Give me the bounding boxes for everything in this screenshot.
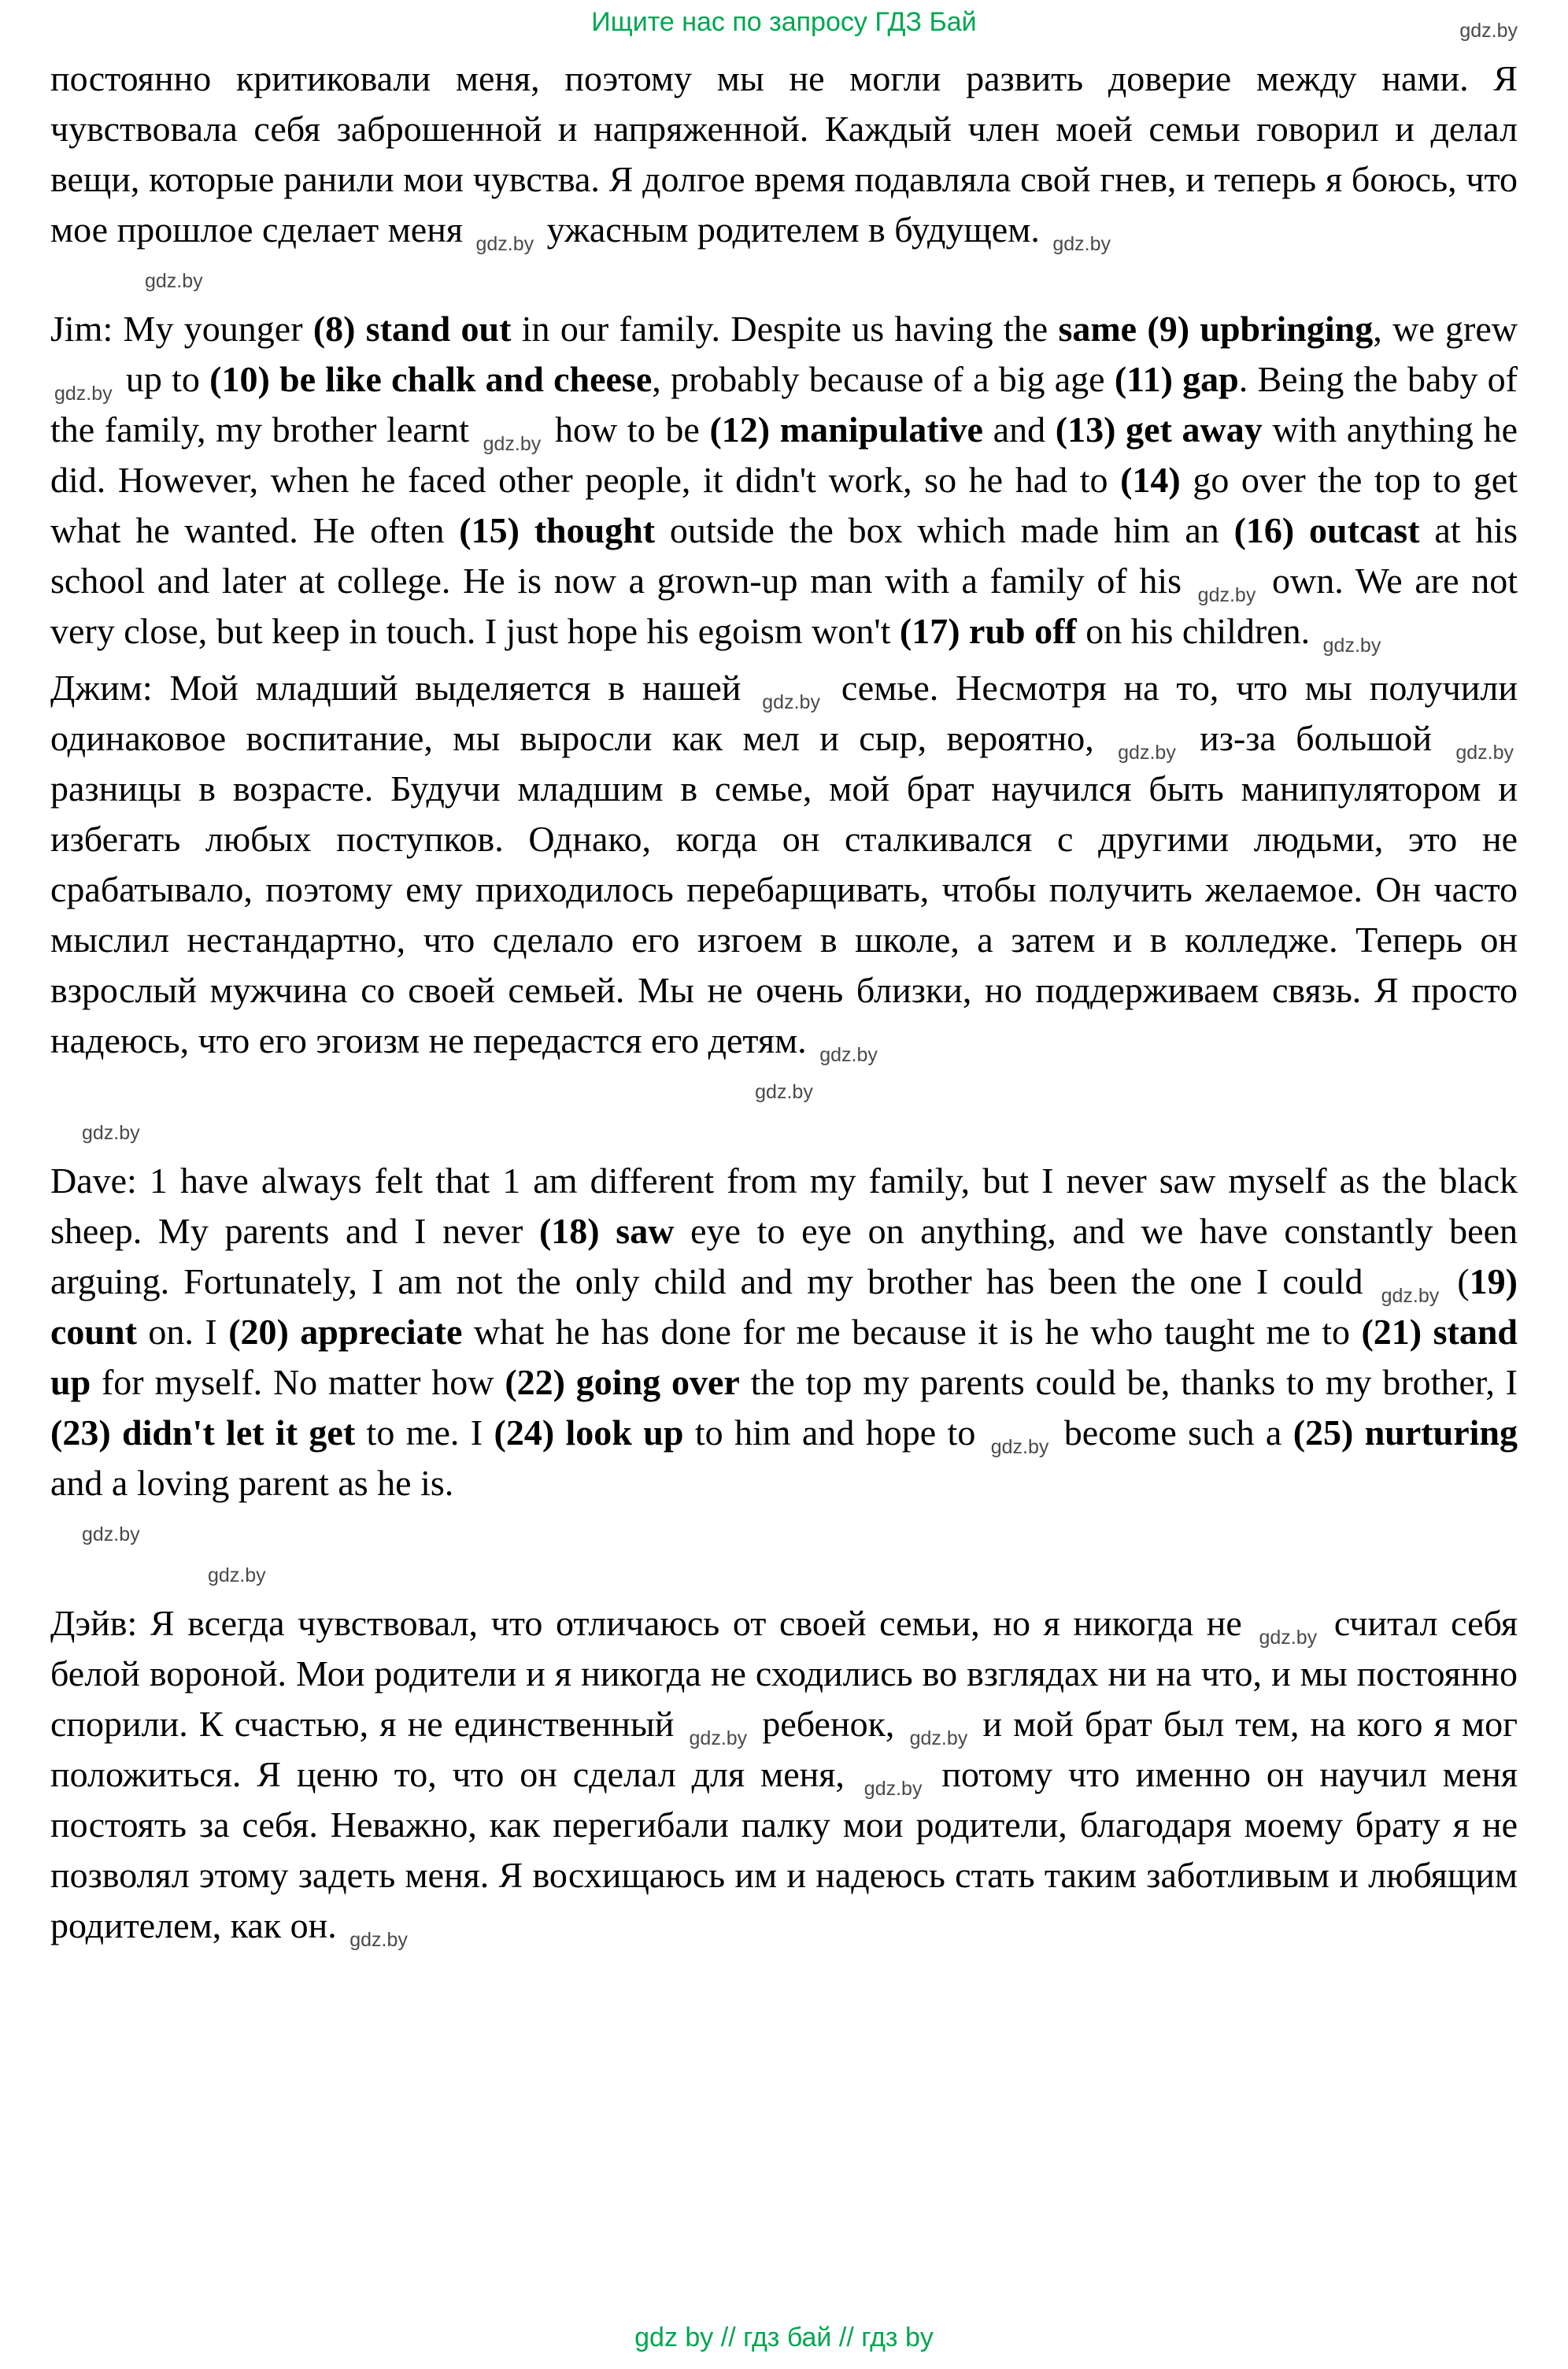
text-run: разницы в возрасте. Будучи младшим в семье, мой брат научился быть манипулятором и избегать любых поступков. Однако, когда он сталкивался с другими людьми, это не срабатывало, поэтому ему приходилось перебарщивать, чтобы получить желаемое. Он часто мыслил нестандартно, что сделало его изгоем в школе, а затем и в колледже. Теперь он взрослый мужчина со своей семьей. Мы не очень близки, но поддерживаем связь. Я просто надеюсь, что его эгоизм не передастся его детям. — [50, 768, 1518, 1060]
answer-bold: (12) manipulative — [709, 409, 983, 450]
text-run: on his children. — [1076, 611, 1319, 651]
text-run: и мой брат был тем, на кого я мог положиться. Я ценю то, что он сделал для меня, — [50, 1704, 1518, 1794]
watermark: gdz.by — [990, 1436, 1049, 1458]
watermark: gdz.by — [208, 1564, 266, 1586]
watermark: gdz.by — [1052, 233, 1111, 255]
watermark: gdz.by — [1197, 584, 1256, 606]
watermark: gdz.by — [475, 233, 534, 255]
para-jim-en — [50, 304, 1518, 657]
para-dave-en — [50, 1156, 1518, 1508]
text-run: outside the box which made him an — [655, 510, 1234, 550]
text-run: постоянно критиковали меня, поэтому мы не могли развить доверие между нами. Я чувствовала себя заброшенной и напряженной. Каждый член моей семьи говорил и делал вещи, которые ранили мои чувства. Я долгое время подавляла свой гнев, и теперь я боюсь, что мое прошлое сделает меня — [50, 58, 1518, 250]
answer-bold: (15) thought — [459, 510, 656, 550]
answer-bold: 19) count — [50, 1261, 1518, 1352]
text-run: in our family. Despite us having the — [511, 309, 1059, 349]
watermark: gdz.by — [1459, 20, 1518, 42]
watermark-line — [50, 1516, 1518, 1546]
answer-bold: (25) nurturing — [1292, 1412, 1518, 1453]
watermark-line — [50, 1074, 1518, 1104]
text-run: eye to eye on anything, and we have constantly been arguing. Fortunately, I am not the only child and my brother has been the one I could — [50, 1211, 1518, 1301]
text-run: из-за большой — [1179, 718, 1452, 758]
text-run: Джим: Мой младший выделяется в нашей — [50, 668, 759, 708]
text-run: ребенок, — [751, 1704, 906, 1744]
watermark: gdz.by — [82, 1122, 140, 1144]
para-dave-ru — [50, 1598, 1518, 1951]
answer-bold: (8) stand out — [312, 309, 512, 349]
answer-bold: (13) get away — [1055, 409, 1263, 450]
text-run: ужасным родителем в будущем. — [538, 209, 1049, 250]
page-header — [50, 5, 1518, 49]
watermark: gdz.by — [82, 1523, 140, 1545]
text-run: Дэйв: Я всегда чувствовал, что отличаюсь от своей семьи, но я никогда не — [50, 1603, 1256, 1643]
answer-bold: (18) saw — [538, 1211, 675, 1251]
watermark: gdz.by — [909, 1727, 968, 1749]
para-jim-ru — [50, 663, 1518, 1066]
text-run: семье. Несмотря на то, что мы получили одинаковое воспитание, мы выросли как мел и сыр, вероятно, — [50, 668, 1518, 758]
answer-bold: (24) look up — [494, 1412, 684, 1453]
text-run: потому что именно он научил меня постоять за себя. Неважно, как перегибали палку мои родители, благодаря моему брату я не позволял этому задеть меня. Я восхищаюсь им и надеюсь стать таким заботливым и любящим родителем, как он. — [50, 1754, 1518, 1945]
watermark: gdz.by — [689, 1727, 748, 1749]
text-run: and a loving parent as he is. — [50, 1463, 454, 1503]
text-run: ( — [1443, 1261, 1470, 1301]
watermark: gdz.by — [762, 691, 820, 713]
text-run: and — [982, 409, 1056, 450]
text-run: Dave: 1 have always felt that 1 am different from my family, but I never saw myself as the black sheep. My parents and I never — [50, 1160, 1518, 1251]
text-run: считал себя белой вороной. Мои родители и я никогда не сходились во взглядах ни на что, и мы постоянно спорили. К счастью, я не единственный — [50, 1603, 1518, 1744]
watermark: gdz.by — [145, 270, 203, 292]
content — [50, 54, 1518, 1957]
answer-bold: same (9) upbringing — [1058, 309, 1374, 349]
answer-bold: (20) appreciate — [228, 1312, 463, 1352]
text-run: to him and hope to — [683, 1412, 987, 1453]
text-run: Jim: My younger — [50, 309, 313, 349]
watermark: gdz.by — [1118, 742, 1176, 764]
watermark: gdz.by — [483, 433, 542, 455]
text-run: own. We are not very close, but keep in touch. I just hope his egoism won't — [50, 561, 1518, 651]
answer-bold: (11) gap — [1114, 359, 1239, 399]
text-run: the top my parents could be, thanks to my brother, I — [739, 1362, 1518, 1402]
watermark: gdz.by — [349, 1929, 408, 1951]
watermark: gdz.by — [755, 1081, 813, 1103]
text-run: . Being the baby of the family, my brother learnt — [50, 359, 1518, 450]
text-run: with anything he did. However, when he faced other people, it didn't work, so he had to — [50, 409, 1518, 500]
watermark-line — [50, 1115, 1518, 1145]
watermark: gdz.by — [54, 383, 113, 405]
watermark: gdz.by — [1259, 1627, 1318, 1649]
text-run: to me. I — [355, 1412, 494, 1453]
watermark-line — [50, 263, 1518, 293]
text-run: what he has done for me because it is he who taught me to — [462, 1312, 1362, 1352]
text-run: become such a — [1052, 1412, 1293, 1453]
promo-text: Ищите нас по запросу ГДЗ Бай — [591, 7, 977, 37]
text-run: how to be — [545, 409, 710, 450]
watermark: gdz.by — [819, 1044, 878, 1066]
text-run: up to — [116, 359, 210, 399]
text-run: for myself. No matter how — [91, 1362, 505, 1402]
answer-bold: (16) outcast — [1233, 510, 1420, 550]
text-run: , we grew — [1373, 309, 1518, 349]
watermark: gdz.by — [1381, 1285, 1440, 1307]
footer-text: gdz by // гдз бай // гдз by — [634, 2323, 934, 2352]
answer-bold: (22) going over — [505, 1362, 740, 1402]
answer-bold: (14) — [1120, 460, 1181, 500]
watermark: gdz.by — [1455, 742, 1514, 764]
answer-bold: (17) rub off — [899, 611, 1077, 651]
text-run: go over the top to get what he wanted. He often — [50, 460, 1518, 550]
watermark-line — [50, 1557, 1518, 1587]
text-run: on. I — [136, 1312, 229, 1352]
watermark: gdz.by — [864, 1778, 923, 1800]
para-intro-ru — [50, 54, 1518, 255]
text-run: at his school and later at college. He is now a grown-up man with a family of his — [50, 510, 1518, 601]
answer-bold: (10) be like chalk and cheese — [209, 359, 653, 399]
answer-bold: (23) didn't let it get — [50, 1412, 356, 1453]
answer-bold: (21) stand up — [50, 1312, 1518, 1402]
watermark: gdz.by — [1322, 635, 1381, 657]
text-run: , probably because of a big age — [652, 359, 1115, 399]
